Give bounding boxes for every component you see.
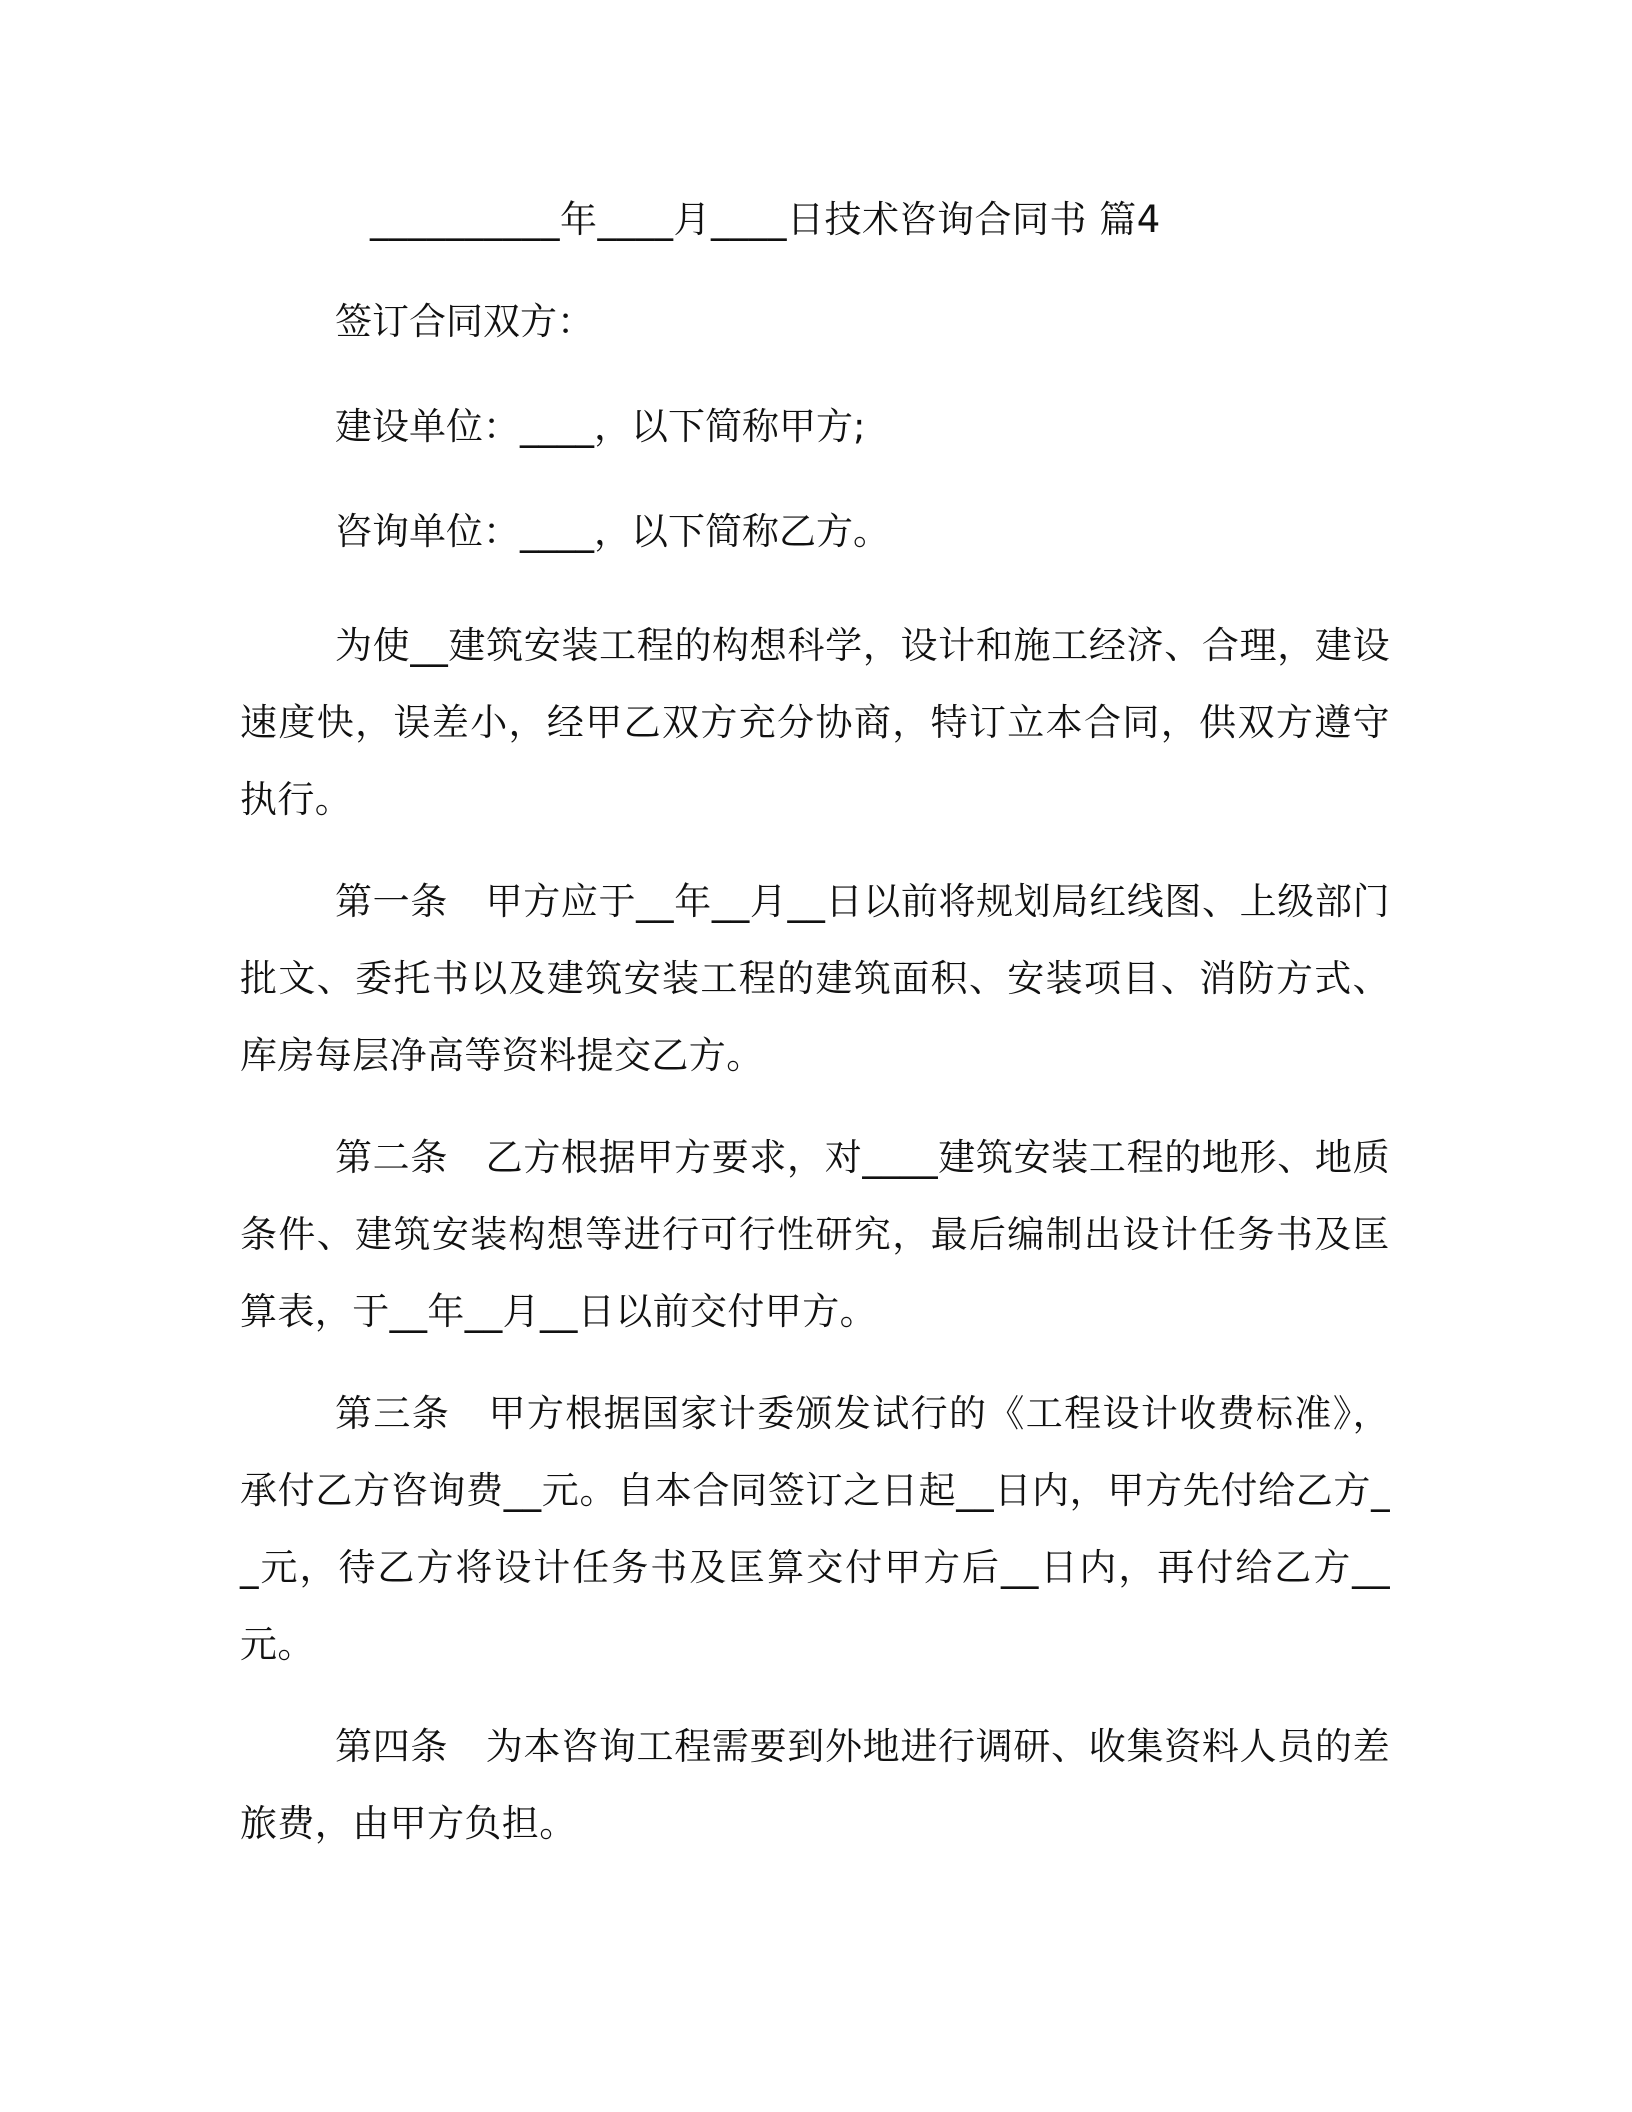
preamble-paragraph: 为使__建筑安装工程的构想科学，设计和施工经济、合理，建设速度快，误差小，经甲乙双方充分协商，特订立本合同，供双方遵守执行。 — [240, 624, 1390, 821]
article-4-paragraph: 第四条 为本咨询工程需要到外地进行调研、收集资料人员的差旅费，由甲方负担。 — [240, 1725, 1390, 1845]
party-a-line: 建设单位：____，以下简称甲方; — [335, 405, 866, 448]
party-b-line: 咨询单位：____，以下简称乙方。 — [335, 510, 890, 553]
document-body — [240, 190, 1390, 1887]
article-3-paragraph: 第三条 甲方根据国家计委颁发试行的《工程设计收费标准》，承付乙方咨询费__元。自本合同签订之日起__日内，甲方先付给乙方__元，待乙方将设计任务书及匡算交付甲方后__日内，再付给乙方__元。 — [240, 1392, 1390, 1666]
article-2-paragraph: 第二条 乙方根据甲方要求，对____建筑安装工程的地形、地质条件、建筑安装构想等进行可行性研究，最后编制出设计任务书及匡算表，于__年__月__日以前交付甲方。 — [240, 1136, 1390, 1333]
article-1-paragraph: 第一条 甲方应于__年__月__日以前将规划局红线图、上级部门批文、委托书以及建筑安装工程的建筑面积、安装项目、消防方式、库房每层净高等资料提交乙方。 — [240, 880, 1390, 1077]
document-title: __________年____月____日技术咨询合同书 篇4 — [370, 198, 1161, 241]
parties-heading: 签订合同双方： — [335, 300, 594, 343]
